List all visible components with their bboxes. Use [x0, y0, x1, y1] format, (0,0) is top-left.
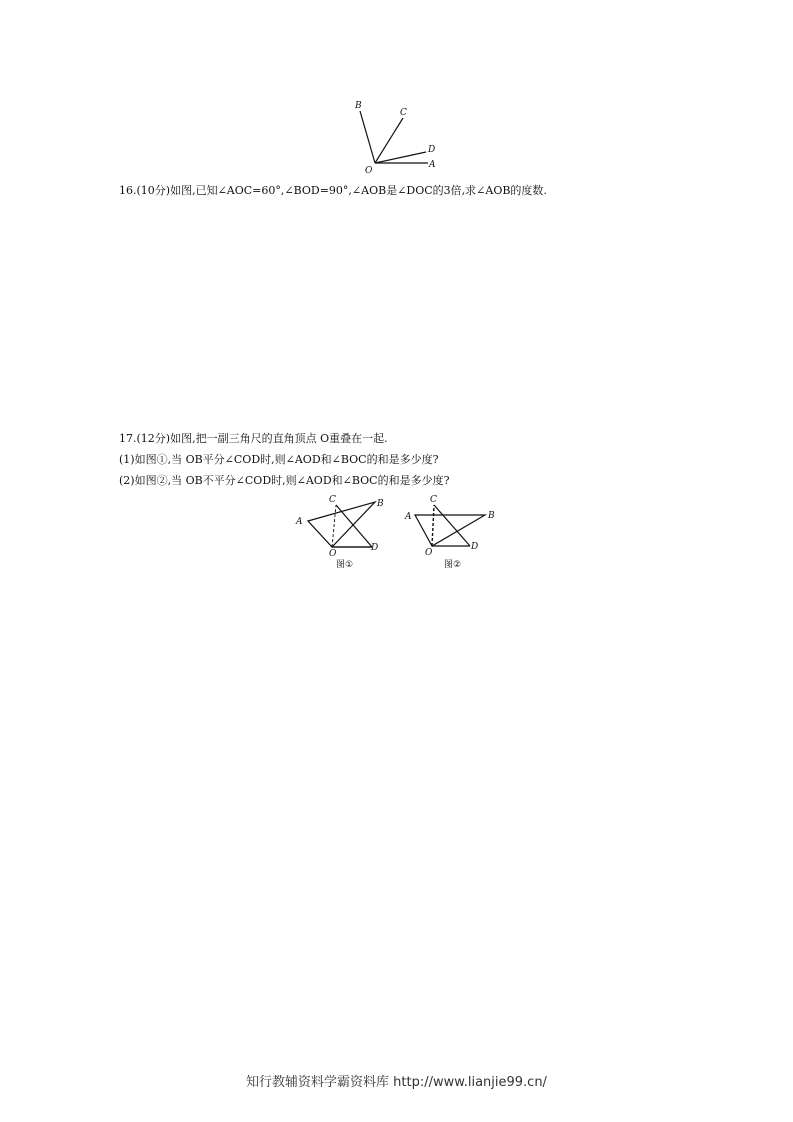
q16-text: 16.(10分)如图,已知∠AOC=60°,∠BOD=90°,∠AOB是∠DOC的3倍,求∠AOB的度数. — [119, 184, 547, 197]
segment-cd — [434, 505, 470, 546]
q17-part1: (1)如图①,当 OB平分∠COD时,则∠AOD和∠BOC的和是多少度? — [119, 453, 439, 466]
fig1-label-d: D — [371, 543, 379, 553]
triangle-aob — [308, 502, 375, 547]
fig2-label-b: B — [488, 511, 495, 521]
ray-oc — [375, 118, 403, 163]
ray-ob — [360, 111, 375, 163]
segment-oc-dashed — [332, 505, 336, 547]
q17-part2: (2)如图②,当 OB不平分∠COD时,则∠AOD和∠BOC的和是多少度? — [119, 474, 450, 487]
q17-figure-2 — [402, 492, 502, 574]
ray-od — [375, 152, 426, 163]
fig2-label-o: O — [425, 548, 433, 558]
q17-intro: 17.(12分)如图,把一副三角尺的直角顶点 O重叠在一起. — [119, 432, 388, 445]
fig1-label-a: A — [296, 517, 303, 527]
fig2-label-a: A — [405, 512, 412, 522]
fig1-caption: 图① — [336, 560, 354, 570]
fig2-caption: 图② — [444, 560, 462, 570]
fig1-label-c: C — [329, 495, 336, 505]
fig2-label-d: D — [471, 542, 479, 552]
q17-figure-1 — [292, 492, 387, 574]
label-d: D — [428, 145, 436, 155]
segment-oc-dashed — [432, 505, 434, 546]
fig2-label-c: C — [430, 495, 437, 505]
label-c: C — [400, 108, 407, 118]
page-footer: 知行教辅资料学霸资料库 http://www.lianjie99.cn/ — [246, 1075, 547, 1090]
q16-figure — [350, 96, 450, 178]
fig1-label-o: O — [329, 549, 337, 559]
fig1-label-b: B — [377, 499, 384, 509]
label-a: A — [429, 160, 436, 170]
label-o: O — [365, 166, 373, 176]
label-b: B — [355, 101, 362, 111]
